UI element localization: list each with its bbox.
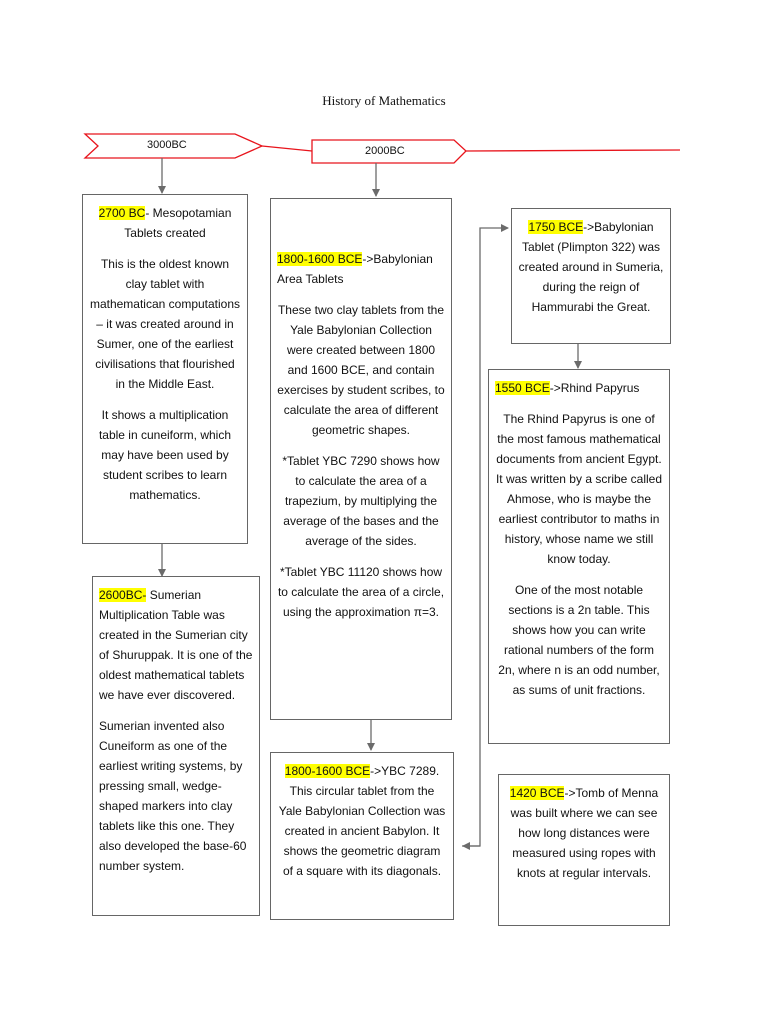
box-paragraph: One of the most notable sections is a 2n table. This shows how you can write rational numbers of the form 2n, where n is an odd number, as sums of unit fractions. (498, 583, 660, 697)
page-title: History of Mathematics (322, 93, 446, 108)
date-highlight: 2700 BC (98, 206, 146, 220)
box-heading: ->YBC 7289. This circular tablet from the Yale Babylonian Collection was created in ancient Babylon. It shows the geometric diagram of a square with its diagonals. (278, 764, 446, 878)
date-highlight: 1550 BCE (495, 381, 550, 395)
box-paragraph: This is the oldest known clay tablet with mathematican computations – it was created around in Sumer, one of the earliest civilisations that flourished in the Middle East. (89, 257, 241, 391)
date-highlight: 1800-1600 BCE (284, 764, 371, 778)
date-highlight: 1750 BCE (528, 220, 584, 234)
box-heading: ->Tomb of Menna was built where we can see how long distances were measured using ropes with knots at regular intervals. (510, 786, 659, 880)
timeline-line-extension (466, 150, 680, 151)
box-heading: ->Rhind Papyrus (549, 381, 640, 395)
date-highlight: 1800-1600 BCE (277, 252, 363, 266)
box-paragraph: It shows a multiplication table in cuneiform, which may have been used by student scribes to learn mathematics. (98, 408, 232, 502)
box-1550bce (488, 369, 670, 744)
box-1420bce (498, 774, 670, 926)
box-paragraph: *Tablet YBC 11120 shows how to calculate the area of a circle, using the approximation π=3. (277, 565, 445, 619)
box-heading: ->Babylonian Tablet (Plimpton 322) was created around in Sumeria, during the reign of Hammurabi the Great. (518, 220, 664, 314)
timeline-line (262, 146, 312, 151)
era-label-2000bc: 2000BC (365, 145, 405, 157)
box-paragraph: The Rhind Papyrus is one of the most famous mathematical documents from ancient Egypt. It was written by a scribe called Ahmose, who is maybe the earliest contributor to maths in history, whose name we still know today. (495, 412, 663, 566)
box-heading: - Mesopotamian Tablets created (124, 206, 232, 240)
box-paragraph: These two clay tablets from the Yale Babylonian Collection were created between 1800 and 1600 BCE, and contain exercises by student scribes, to calculate the area of different geometric shapes. (277, 303, 445, 437)
date-highlight: 1420 BCE (509, 786, 565, 800)
box-paragraph: Sumerian invented also Cuneiform as one of the earliest writing systems, by pressing small, wedge-shaped markers into clay tablets like this one. They also developed the base-60 number system. (99, 719, 247, 873)
box-paragraph: *Tablet YBC 7290 shows how to calculate the area of a trapezium, by multiplying the average of the bases and the average of the sides. (282, 454, 440, 548)
box-1800bce-ybc7289 (270, 752, 454, 920)
box-1750bce (511, 208, 671, 344)
box-heading: Sumerian Multiplication Table was created in the Sumerian city of Shuruppak. It is one of the oldest mathematical tablets we have ever discovered. (99, 588, 253, 702)
box-heading: ->Babylonian Area Tablets (277, 252, 433, 286)
date-highlight: 2600BC- (99, 588, 147, 602)
box-1800bce-area-tablets (270, 198, 452, 720)
box-2600bc (92, 576, 260, 916)
box-2700bc (82, 194, 248, 544)
era-label-3000bc: 3000BC (147, 139, 187, 151)
